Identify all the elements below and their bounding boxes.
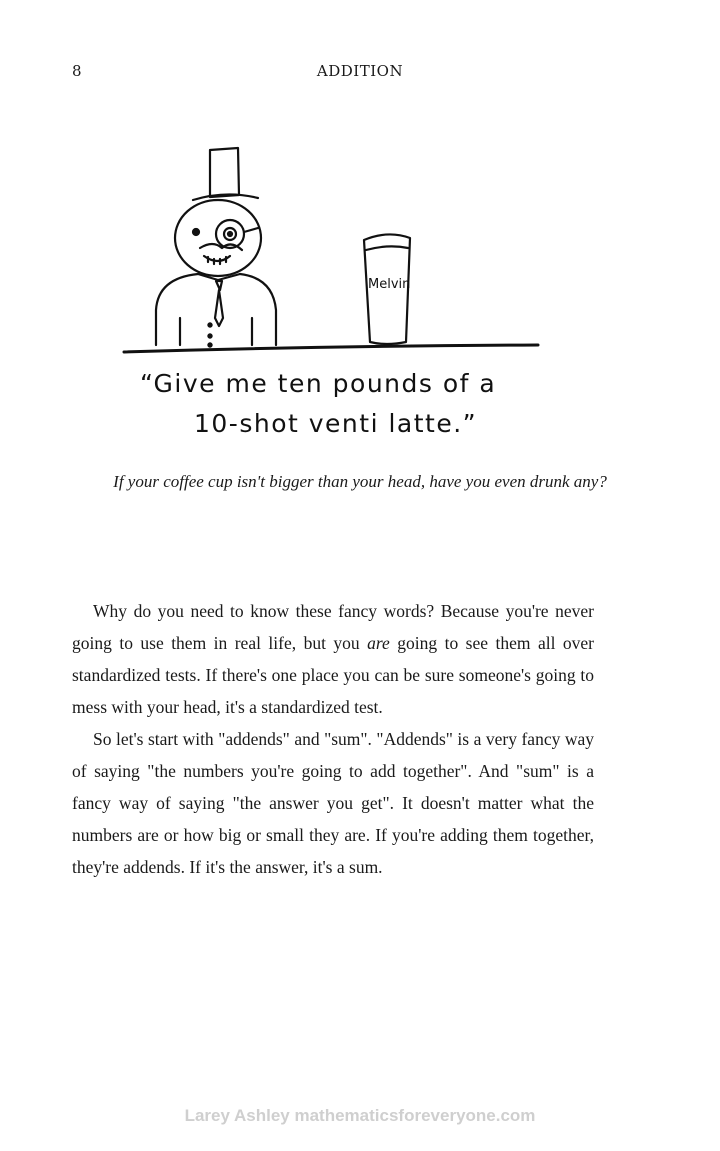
quote-line-1: “Give me ten pounds of a [140,369,497,398]
cup-label: Melvin [368,277,411,292]
paragraph-2: So let's start with "addends" and "sum". "Addends" is a very fancy way of saying "the numbers you're going to add together". And "sum" is a fancy way of saying "the answer you get". It doesn't matter what the numbers are or how big or small they are. If you're adding them together, they're addends. If it's the answer, it's a sum. [72,729,594,877]
quote-line-2: 10-shot venti latte.” [194,409,478,438]
tie [215,281,223,326]
counter-line [124,345,538,352]
page-header [72,62,648,86]
top-hat [210,148,239,197]
watermark-footer: Larey Ashley mathematicsforeveryone.com [184,1106,536,1125]
head [175,200,261,276]
page-number: 8 [72,62,82,80]
running-head: ADDITION [316,62,404,80]
left-eye [193,229,199,235]
paragraph-1: Why do you need to know these fancy words? Because you're never going to use them in real life, but you are going to see them all over standardized tests. If there's one place you can be sure someone's going to mess with your head, it's a standardized test. [72,601,594,717]
emphasis-are: are [367,633,390,653]
hat-brim [193,194,258,200]
cartoon-illustration [118,140,548,450]
figure-caption: If your coffee cup isn't bigger than your head, have you even drunk any? [113,472,607,491]
cartoon-drawing [118,140,548,450]
body-text [72,595,594,883]
